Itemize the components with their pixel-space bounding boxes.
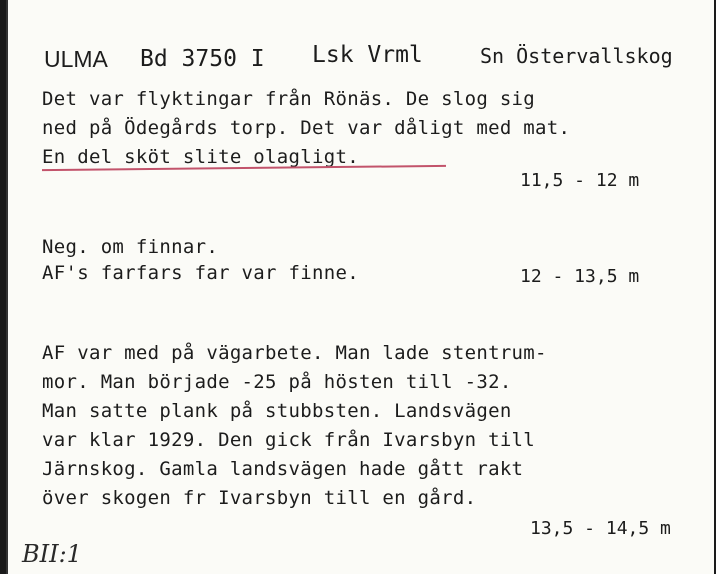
parish-label: Sn Östervallskog — [480, 44, 673, 68]
card-header — [44, 40, 708, 76]
province-label: Lsk Vrml — [312, 42, 423, 68]
entry-text-line: mor. Man började -25 på hösten till -32. — [42, 371, 512, 393]
depth-range: 11,5 - 12 m — [520, 170, 640, 191]
entry-text-line: AF var med på vägarbete. Man lade stentrum- — [42, 342, 547, 364]
entry-text-line: Neg. om finnar. — [42, 236, 219, 258]
entry-text-line: En del sköt slite olagligt. — [42, 146, 359, 168]
archive-card — [6, 0, 714, 574]
entry-text-line: Det var flyktingar från Rönäs. De slog sig — [42, 88, 536, 110]
depth-range: 13,5 - 14,5 m — [530, 518, 671, 539]
entry-text-line: var klar 1929. Den gick från Ivarsbyn till — [42, 429, 536, 451]
entry-text-line: Man satte plank på stubbsten. Landsvägen — [42, 400, 512, 422]
archive-name: ULMA — [44, 46, 108, 72]
entry-text-line: Järnskog. Gamla landsvägen hade gått rakt — [42, 458, 524, 480]
handwritten-signature: BII:1 — [22, 540, 82, 568]
entry-text-line: AF's farfars far var finne. — [42, 262, 359, 284]
entry-text-line: ned på Ödegårds torp. Det var dåligt med mat. — [42, 117, 571, 139]
depth-range: 12 - 13,5 m — [520, 266, 640, 287]
entry-text-line: över skogen fr Ivarsbyn till en gård. — [42, 487, 477, 509]
record-number: Bd 3750 I — [140, 46, 265, 72]
